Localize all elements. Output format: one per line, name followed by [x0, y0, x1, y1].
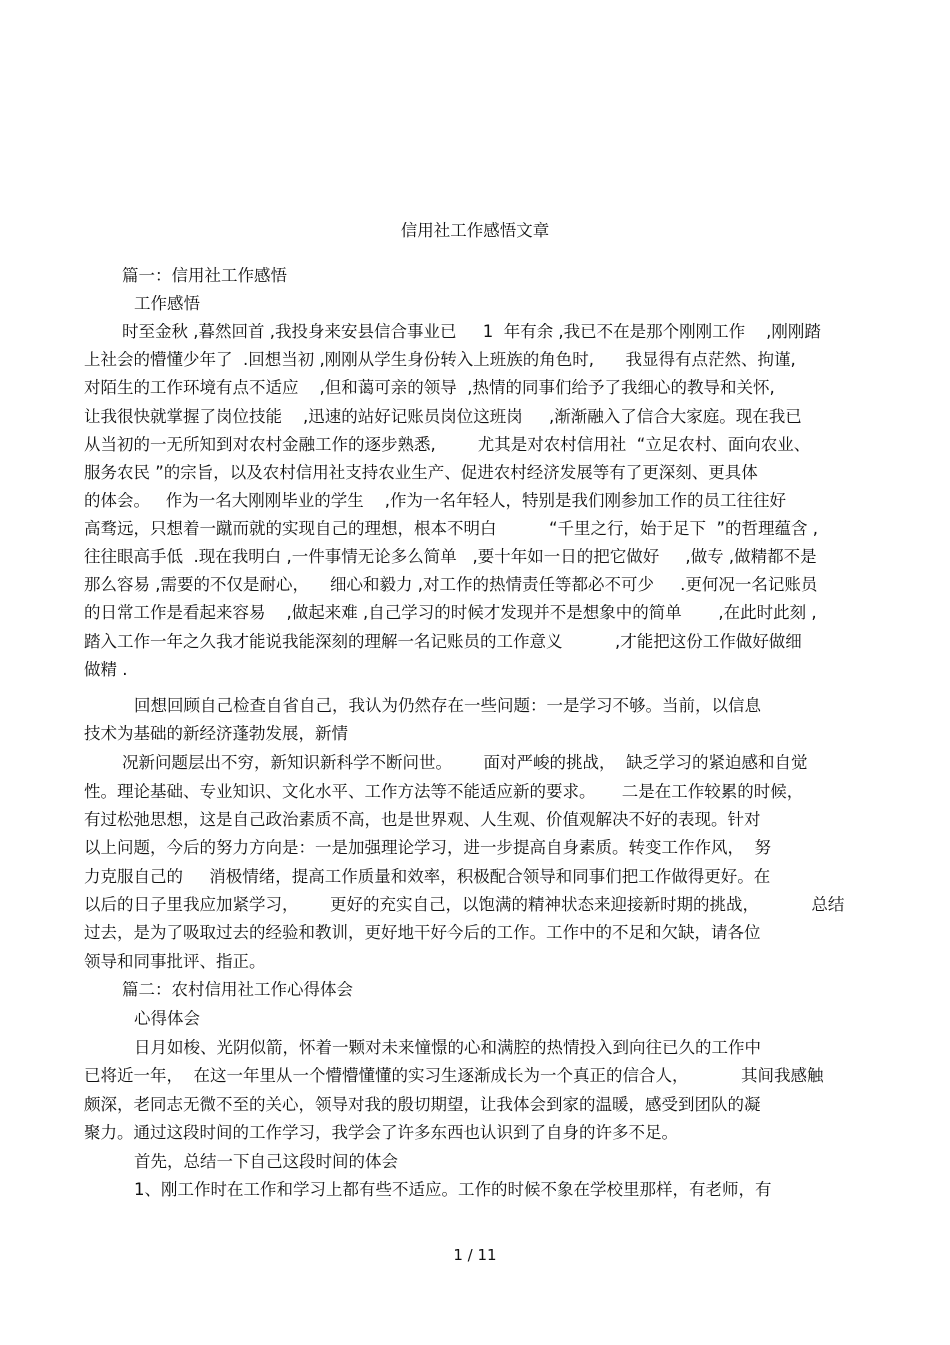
paragraph-line: 颇深，老同志无微不至的关心，领导对我的殷切期望，让我体会到家的温暖，感受到团队的凝	[84, 1095, 761, 1114]
paragraph-line: 那么容易 ,需要的不仅是耐心， 细心和毅力 ,对工作的热情责任等都必不可少 .更何况一名记账员	[84, 575, 818, 594]
subheading-1: 工作感悟	[134, 294, 200, 313]
paragraph-line: 性。理论基础、专业知识、文化水平、工作方法等不能适应新的要求。 二是在工作较累的时候，	[84, 782, 804, 801]
paragraph-line: 以后的日子里我应加紧学习， 更好的充实自己，以饱满的精神状态来迎接新时期的挑战， 总结	[84, 895, 845, 914]
paragraph-line: 高骛远，只想着一蹴而就的实现自己的理想，根本不明白 “千里之行，始于足下 ”的哲理蕴含 ,	[84, 519, 819, 538]
document-title: 信用社工作感悟文章	[400, 221, 550, 240]
section-heading-2: 篇二：农村信用社工作心得体会	[122, 980, 353, 999]
paragraph-line: 服务农民 ”的宗旨，以及农村信用社支持农业生产、促进农村经济发展等有了更深刻、更具体	[84, 463, 758, 482]
paragraph-line: 日月如梭、光阴似箭，怀着一颗对未来憧憬的心和满腔的热情投入到向往已久的工作中	[134, 1038, 761, 1057]
paragraph-line: 已将近一年， 在这一年里从一个懵懵懂懂的实习生逐渐成长为一个真正的信合人， 其间我感触	[84, 1066, 824, 1085]
paragraph-line: 有过松弛思想，这是自己政治素质不高，也是世界观、人生观、价值观解决不好的表现。针对	[84, 810, 761, 829]
paragraph-line: 首先，总结一下自己这段时间的体会	[134, 1152, 398, 1171]
paragraph-line: 往往眼高手低 .现在我明白 ,一件事情无论多么简单 ,要十年如一日的把它做好 ,做专 ,做精都不是	[84, 547, 817, 566]
paragraph-line: 的体会。 作为一名大刚刚毕业的学生 ,作为一名年轻人，特别是我们刚参加工作的员工往往好	[84, 491, 786, 510]
paragraph-line: 做精 .	[84, 660, 128, 679]
paragraph-line: 过去，是为了吸取过去的经验和教训，更好地干好今后的工作。工作中的不足和欠缺，请各位	[84, 923, 761, 942]
paragraph-line: 的日常工作是看起来容易 ,做起来难 ,自己学习的时候才发现并不是想象中的简单 ,在此时此刻 ,	[84, 603, 817, 622]
paragraph-line: 技术为基础的新经济蓬勃发展，新情	[84, 724, 348, 743]
paragraph-line: 领导和同事批评、指正。	[84, 952, 266, 971]
paragraph-line: 回想回顾自己检查自省自己，我认为仍然存在一些问题：一是学习不够。当前，以信息	[134, 696, 761, 715]
paragraph-line: 以上问题，今后的努力方向是：一是加强理论学习，进一步提高自身素质。转变工作作风， 努	[84, 838, 771, 857]
paragraph-line: 1、刚工作时在工作和学习上都有些不适应。工作的时候不象在学校里那样，有老师，有	[134, 1180, 772, 1199]
paragraph-line: 上社会的懵懂少年了 .回想当初 ,刚刚从学生身份转入上班族的角色时, 我显得有点茫然、拘谨,	[84, 350, 796, 369]
paragraph-line: 力克服自己的 消极情绪，提高工作质量和效率，积极配合领导和同事们把工作做得更好。在	[84, 867, 771, 886]
paragraph-line: 时至金秋 ,暮然回首 ,我投身来安县信合事业已 1 年有余 ,我已不在是那个刚刚工作 ,刚刚踏	[122, 322, 821, 341]
paragraph-line: 对陌生的工作环境有点不适应 ,但和蔼可亲的领导 ,热情的同事们给予了我细心的教导和关怀,	[84, 378, 775, 397]
page-number: 1 / 11	[453, 1246, 497, 1264]
paragraph-line: 聚力。通过这段时间的工作学习，我学会了许多东西也认识到了自身的许多不足。	[84, 1123, 678, 1142]
paragraph-line: 踏入工作一年之久我才能说我能深刻的理解一名记账员的工作意义 ,才能把这份工作做好做细	[84, 632, 802, 651]
paragraph-line: 从当初的一无所知到对农村金融工作的逐步熟悉, 尤其是对农村信用社 “立足农村、面向农业、	[84, 435, 811, 454]
subheading-2: 心得体会	[134, 1009, 200, 1028]
section-heading-1: 篇一：信用社工作感悟	[122, 266, 287, 285]
paragraph-line: 况新问题层出不穷，新知识新科学不断问世。 面对严峻的挑战， 缺乏学习的紧迫感和自觉	[122, 753, 808, 772]
paragraph-line: 让我很快就掌握了岗位技能 ,迅速的站好记账员岗位这班岗 ,渐渐融入了信合大家庭。现在我已	[84, 407, 802, 426]
